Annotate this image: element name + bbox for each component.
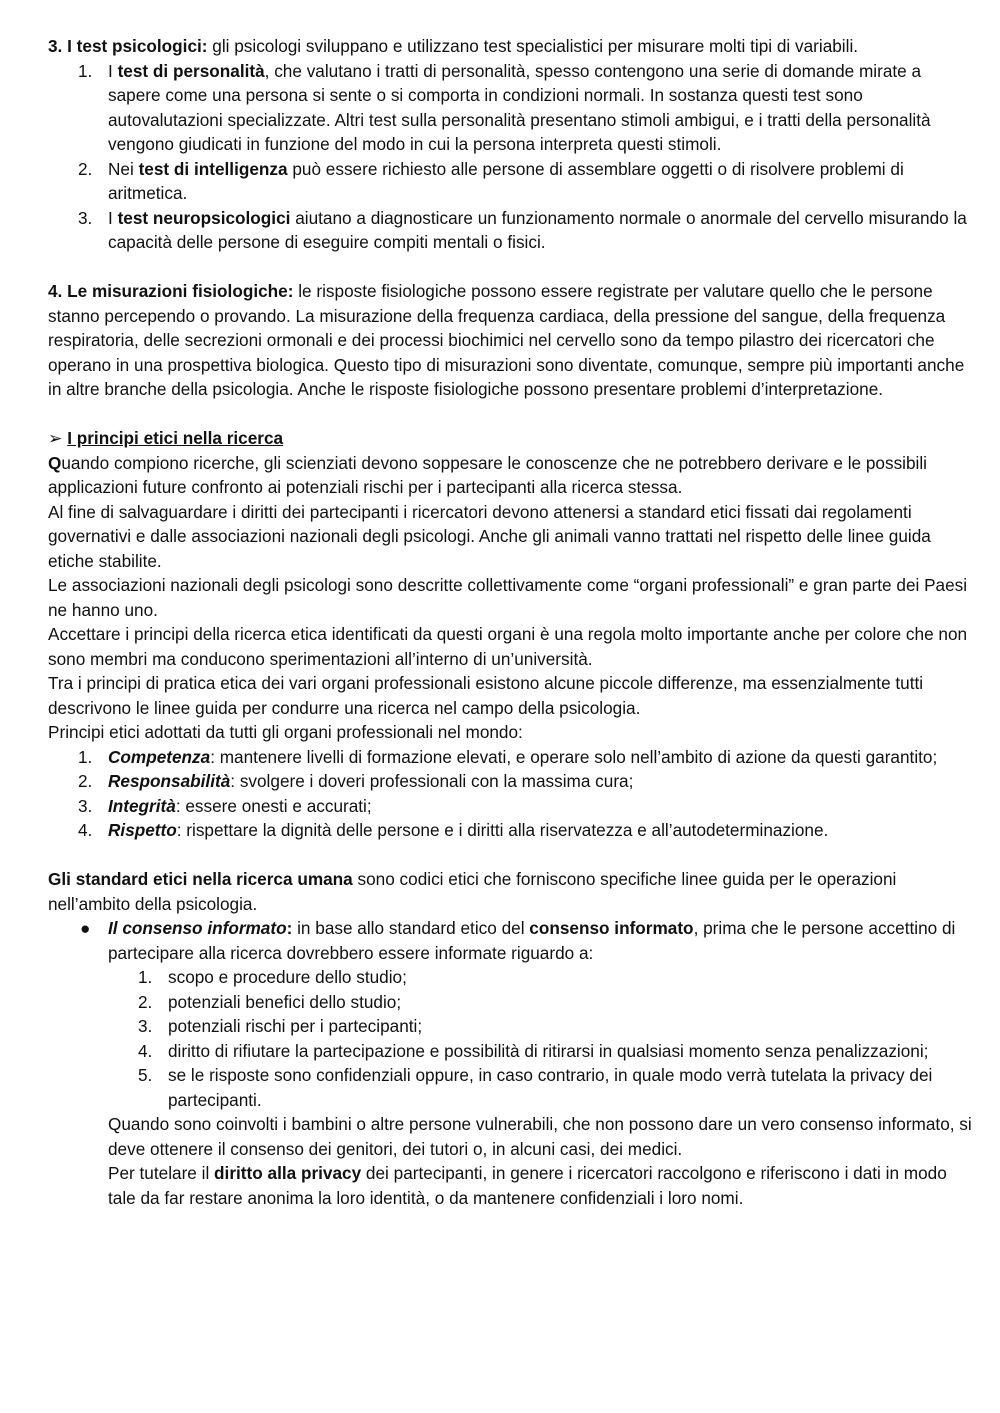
privacy-paragraph <box>48 1161 978 1210</box>
list-item <box>48 965 978 990</box>
consent-colon: : <box>286 918 293 938</box>
spacer <box>48 255 978 280</box>
list-text: potenziali benefici dello studio; <box>168 991 402 1012</box>
bullet-icon: ● <box>80 918 91 938</box>
list-text: I <box>108 60 118 81</box>
list-item <box>48 794 978 819</box>
list-item <box>48 59 978 157</box>
list-text: diritto di rifiutare la partecipazione e possibilità di ritirarsi in qualsiasi momento senza penalizzazioni; <box>168 1040 929 1061</box>
ethics-paragraph-5: Tra i principi di pratica etica dei vari organi professionali esistono alcune piccole differenze, ma essenzialmente tutti descrivono le linee guida per condurre una ricerca nel campo della psicologia. <box>48 673 924 718</box>
section-3-intro <box>48 34 978 59</box>
principle-desc: : mantenere livelli di formazione elevati, e operare solo nell’ambito di azione da questi garantito; <box>210 746 938 767</box>
list-number: 5. <box>138 1065 153 1085</box>
list-text: se le risposte sono confidenziali oppure, in caso contrario, in quale modo verrà tutelata la privacy dei partecipanti. <box>168 1065 933 1110</box>
consent-bold: consenso informato <box>529 918 694 938</box>
list-item <box>48 745 978 770</box>
arrow-icon: ➢ <box>48 428 63 448</box>
principle-term: Rispetto <box>108 820 177 840</box>
privacy-text: dei partecipanti, in genere i ricercatori raccolgono e riferiscono i dati in modo tale da far restare anonima la loro identità, o da mantenere confidenziali i loro nomi. <box>108 1163 947 1208</box>
term: test di intelligenza <box>138 158 288 179</box>
paragraph-text: uando compiono ricerche, gli scienziati devono soppesare le conoscenze che ne potrebbero derivare e le possibili applicazioni future confronto ai potenziali rischi per i partecipanti alla ricerca stessa. <box>48 452 928 497</box>
document-page <box>48 34 978 1210</box>
ethics-paragraph-2: Al fine di salvaguardare i diritti dei partecipanti i ricercatori devono attenersi a standard etici fissati dai regolamenti governativi e dalle associazioni nazionali degli psicologi. Anche gli animali vanno trattati nel rispetto delle linee guida etiche stabilite. <box>48 501 931 571</box>
tests-list <box>48 59 978 255</box>
consent-text: in base allo standard etico del <box>292 918 530 938</box>
list-item <box>48 157 978 206</box>
list-item <box>48 818 978 843</box>
list-number: 3. <box>78 207 93 228</box>
list-item <box>48 1039 978 1064</box>
list-number: 4. <box>138 1040 153 1061</box>
list-number: 4. <box>78 820 93 840</box>
spacer <box>48 843 978 868</box>
section-3-intro-text: gli psicologi sviluppano e utilizzano test specialistici per misurare molti tipi di variabili. <box>207 36 859 56</box>
consent-sublist <box>48 965 978 1112</box>
principle-term: Integrità <box>108 795 176 816</box>
drop-letter: Q <box>48 452 62 473</box>
ethics-paragraph-3: Le associazioni nazionali degli psicologi sono descritte collettivamente come “organi professionali” e gran parte dei Paesi ne hanno uno. <box>48 575 968 620</box>
principle-term: Responsabilità <box>108 771 231 791</box>
list-number: 2. <box>138 991 153 1012</box>
list-number: 1. <box>78 60 93 81</box>
section-3-title: 3. I test psicologici: <box>48 36 208 56</box>
privacy-text: Per tutelare il <box>108 1163 215 1183</box>
standards-paragraph <box>48 867 978 916</box>
list-item <box>48 990 978 1015</box>
ethics-paragraph-1 <box>48 451 978 500</box>
list-text: I <box>108 207 118 228</box>
spacer <box>48 402 978 427</box>
list-item <box>48 1014 978 1039</box>
list-number: 1. <box>78 746 93 767</box>
children-paragraph: Quando sono coinvolti i bambini o altre persone vulnerabili, che non possono dare un vero consenso informato, si deve ottenere il consenso dei genitori, dei tutori o, in alcuni casi, dei medici. <box>108 1114 972 1159</box>
privacy-bold: diritto alla privacy <box>214 1163 362 1183</box>
list-item <box>48 1063 978 1112</box>
list-text: Nei <box>108 158 139 179</box>
list-item <box>48 206 978 255</box>
standards-title: Gli standard etici nella ricerca umana <box>48 869 353 889</box>
list-item <box>48 769 978 794</box>
section-4-text: le risposte fisiologiche possono essere registrate per valutare quello che le persone stanno percependo o provando. La misurazione della frequenza cardiaca, della pressione del sangue, della frequenza respiratoria, delle secrezioni ormonali e dei processi biochimici nel cervello sono da tempo pilastro dei ricercatori che operano in una prospettiva biologica. Questo tipo di misurazioni sono diventate, comunque, sempre più importanti anche in altre branche della psicologia. Anche le risposte fisiologiche possono presentare problemi d’interpretazione. <box>48 281 965 399</box>
list-text: scopo e procedure dello studio; <box>168 967 407 987</box>
list-number: 3. <box>78 795 93 816</box>
principle-desc: : rispettare la dignità delle persone e i diritti alla riservatezza e all’autodeterminazione. <box>176 820 829 840</box>
list-text: può essere richiesto alle persone di assemblare oggetti o di risolvere problemi di aritmetica. <box>108 158 904 203</box>
consent-bullet-item <box>48 916 978 965</box>
ethics-paragraph-6: Principi etici adottati da tutti gli organi professionali nel mondo: <box>48 722 523 742</box>
standards-text: sono codici etici che forniscono specifiche linee guida per le operazioni nell’ambito della psicologia. <box>48 869 897 914</box>
ethics-heading: I principi etici nella ricerca <box>67 428 284 448</box>
term: test neuropsicologici <box>117 207 291 228</box>
consent-text: , prima che le persone accettino di partecipare alla ricerca dovrebbero essere informate riguardo a: <box>108 918 956 963</box>
list-number: 2. <box>78 158 93 179</box>
section-4-paragraph <box>48 279 978 402</box>
principle-term: Competenza <box>108 746 211 767</box>
principle-desc: : essere onesti e accurati; <box>175 795 372 816</box>
principle-desc: : svolgere i doveri professionali con la massima cura; <box>230 771 634 791</box>
list-text: , che valutano i tratti di personalità, spesso contengono una serie di domande mirate a sapere come una persona si sente o si comporta in condizioni normali. In sostanza questi test sono autovalutazioni specializzate. Altri test sulla personalità presentano stimoli ambigui, e i tratti della personalità vengono giudicati in funzione del modo in cui la persona interpreta questi stimoli. <box>108 60 931 154</box>
list-text: aiutano a diagnosticare un funzionamento normale o anormale del cervello misurando la capacità delle persone di eseguire compiti mentali o fisici. <box>108 207 967 252</box>
section-4-title: 4. Le misurazioni fisiologiche: <box>48 281 294 301</box>
consent-term: Il consenso informato <box>108 918 287 938</box>
list-number: 3. <box>138 1016 153 1036</box>
list-number: 1. <box>138 967 153 987</box>
term: test di personalità <box>117 60 265 81</box>
ethics-paragraph-4: Accettare i principi della ricerca etica identificati da questi organi è una regola molto importante anche per colore che non sono membri ma conducono sperimentazioni all’interno di un’università. <box>48 624 968 669</box>
list-text: potenziali rischi per i partecipanti; <box>168 1016 423 1036</box>
list-number: 2. <box>78 771 93 791</box>
principles-list <box>48 745 978 843</box>
ethics-heading-line <box>48 426 978 451</box>
